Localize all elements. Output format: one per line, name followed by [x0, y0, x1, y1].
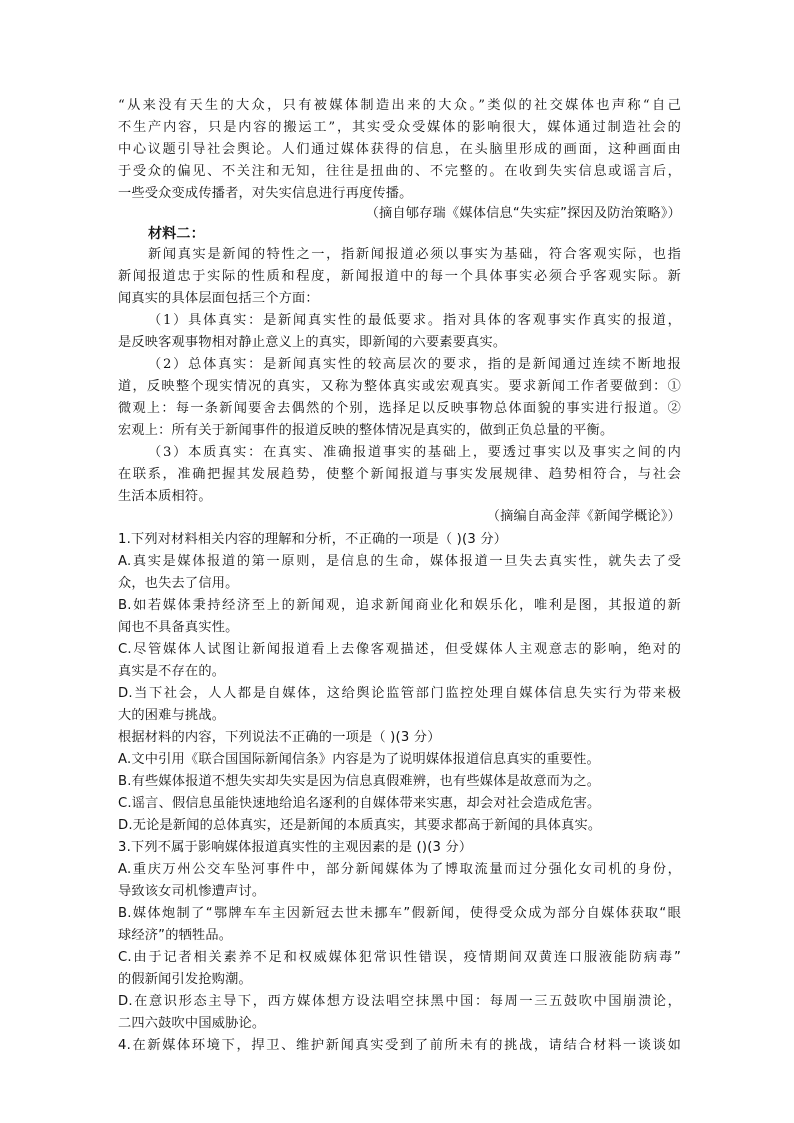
- question-2-option-a: A.文中引用《联合国国际新闻信条》内容是为了说明媒体报道信息真实的重要性。: [118, 752, 600, 767]
- material2-line: （3）本质真实：在真实、准确报道事实的基础上，要透过事实以及事实之间的内: [148, 445, 681, 460]
- material2-line: 新闻报道忠于实际的性质和程度，新闻报道中的每一个具体事实必须合乎客观实际。新: [118, 269, 681, 284]
- question-3-option-d: D.在意识形态主导下，西方媒体想方设法唱空抹黑中国：每周一三五鼓吹中国崩溃论，: [118, 994, 681, 1009]
- question-1-stem: 1.下列对材料相关内容的理解和分析，不正确的一项是（ )(3 分）: [118, 532, 508, 547]
- question-3-option-c: C.由于记者相关素养不足和权威媒体犯常识性错误，疫情期间双黄连口服液能防病毒”: [118, 950, 681, 965]
- question-3-stem: 3.下列不属于影响媒体报道真实性的主观因素的是 ()(3 分）: [118, 840, 473, 855]
- question-2-option-c: C.谣言、假信息虽能快速地给追名逐利的自媒体带来实惠，却会对社会造成危害。: [118, 796, 601, 811]
- question-1-option-d: D.当下社会，人人都是自媒体，这给舆论监管部门监控处理自媒体信息失实行为带来极: [118, 686, 681, 701]
- question-1-option-c: C.尽管媒体人试图让新闻报道看上去像客观描述，但受媒体人主观意志的影响，绝对的: [118, 642, 681, 657]
- question-3-option-b: B.媒体炮制了“鄂牌车车主因新冠去世未挪车”假新闻，使得受众成为部分自媒体获取“眼: [118, 906, 681, 921]
- material2-line: 是反映客观事物相对静止意义上的真实，即新闻的六要素要真实。: [118, 335, 507, 350]
- material1-line: “从来没有天生的大众，只有被媒体制造出来的大众。”类似的社交媒体也声称“自己: [118, 98, 681, 113]
- question-1-option-a-cont: 众，也失去了信用。: [118, 576, 239, 591]
- material2-line: 新闻真实是新闻的特性之一，指新闻报道必须以事实为基础，符合客观实际，也指: [148, 247, 681, 262]
- question-3-option-c-cont: 的假新闻引发抢购潮。: [118, 972, 252, 987]
- question-2-option-b: B.有些媒体报道不想失实却失实是因为信息真假难辨，也有些媒体是故意而为之。: [118, 774, 601, 789]
- material1-line: 不生产内容，只是内容的搬运工”，其实受众受媒体的影响很大，媒体通过制造社会的: [118, 120, 681, 135]
- question-4-stem: 4.在新媒体环境下，捍卫、维护新闻真实受到了前所未有的挑战，请结合材料一谈谈如: [118, 1038, 681, 1053]
- material1-line: 于受众的偏见、不关注和无知，往往是扭曲的、不完整的。在收到失实信息或谣言后，: [118, 164, 681, 179]
- material2-line: 宏观上：所有关于新闻事件的报道反映的整体情况是真实的，做到正负总量的平衡。: [118, 423, 614, 438]
- question-1-option-b-cont: 闻也不具备真实性。: [118, 620, 239, 635]
- material2-line: 生活本质相符。: [118, 489, 212, 504]
- material1-line: 中心议题引导社会舆论。人们通过媒体获得的信息，在头脑里形成的画面，这种画面由: [118, 142, 681, 157]
- material2-heading: 材料二：: [148, 226, 205, 242]
- question-1-option-c-cont: 真实是不存在的。: [118, 664, 226, 679]
- question-2-stem: 根据材料的内容，下列说法不正确的一项是（ )(3 分）: [118, 730, 441, 745]
- question-3-option-b-cont: 球经济”的牺牲品。: [118, 928, 233, 943]
- material2-line: （1）具体真实：是新闻真实性的最低要求。指对具体的客观事实作真实的报道，: [148, 313, 681, 328]
- material2-line: 闻真实的具体层面包括三个方面：: [118, 291, 319, 306]
- source-citation-1: （摘自郇存瑞《媒体信息“失实症”探因及防治策略》）: [365, 206, 681, 221]
- question-2-option-d: D.无论是新闻的总体真实，还是新闻的本质真实，其要求都高于新闻的具体真实。: [118, 818, 602, 833]
- question-3-option-a: A.重庆万州公交车坠河事件中，部分新闻媒体为了博取流量而过分强化女司机的身份，: [118, 862, 681, 877]
- question-1-option-d-cont: 大的困难与挑战。: [118, 708, 226, 723]
- material2-line: 微观上：每一条新闻要舍去偶然的个别，选择足以反映事物总体面貌的事实进行报道。②: [118, 401, 681, 416]
- material1-line: 一些受众变成传播者，对失实信息进行再度传播。: [118, 186, 413, 201]
- question-3-option-a-cont: 导致该女司机惨遭声讨。: [118, 884, 266, 899]
- question-3-option-d-cont: 二四六鼓吹中国威胁论。: [118, 1016, 266, 1031]
- source-citation-2: （摘编自高金萍《新闻学概论》）: [486, 509, 681, 524]
- material2-line: 在联系，准确把握其发展趋势，使整个新闻报道与事实发展规律、趋势相符合，与社会: [118, 467, 681, 482]
- material2-line: （2）总体真实：是新闻真实性的较高层次的要求，指的是新闻通过连续不断地报: [148, 357, 681, 372]
- material2-line: 道，反映整个现实情况的真实，又称为整体真实或宏观真实。要求新闻工作者要做到：①: [118, 379, 681, 394]
- question-1-option-b: B.如若媒体秉持经济至上的新闻观，追求新闻商业化和娱乐化，唯利是图，其报道的新: [118, 598, 681, 613]
- question-1-option-a: A.真实是媒体报道的第一原则，是信息的生命，媒体报道一旦失去真实性，就失去了受: [118, 554, 681, 569]
